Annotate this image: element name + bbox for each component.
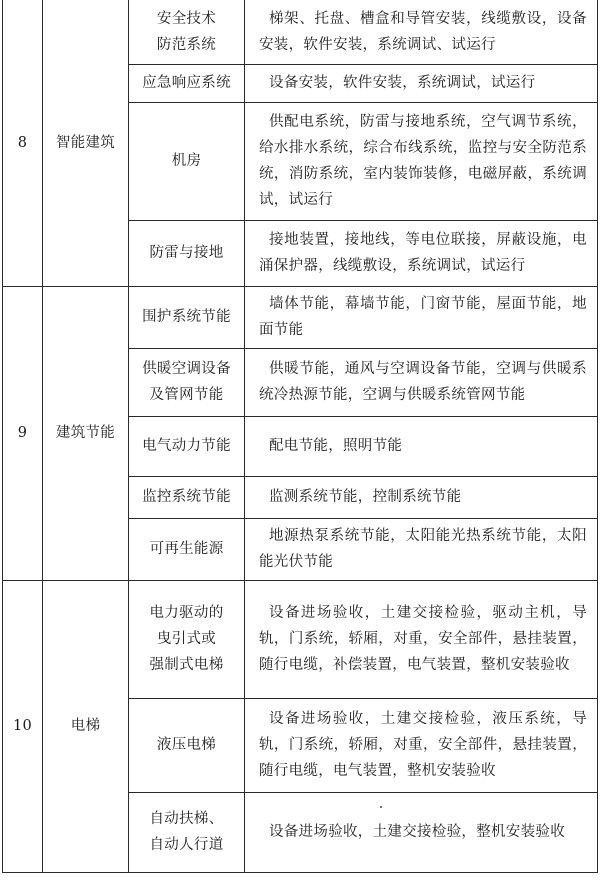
division-name: 建筑节能 (55, 425, 116, 441)
table-row (3, 0, 598, 64)
division-name: 智能建筑 (55, 134, 116, 151)
items-cell (245, 220, 598, 286)
items-cell (245, 518, 598, 580)
subdivision-name: 应急响应系统 (142, 75, 231, 91)
items-text: 墙体节能，幕墙节能，门窗节能，屋面节能，地面节能 (259, 296, 587, 338)
items-text: 设备进场验收，土建交接检验，液压系统，导轨，门系统，轿厢，对重，安全部件，悬挂装置，随行电缆，电气装置，整机安装验收 (259, 711, 587, 779)
division-name-cell (43, 0, 129, 286)
division-number-cell (3, 286, 43, 580)
division-number-cell (3, 580, 43, 872)
subdivision-cell (129, 416, 245, 476)
items-text: 供暖节能，通风与空调设备节能，空调与供暖系统冷热源节能，空调与供暖系统管网节能 (259, 361, 587, 403)
items-text: 监测系统节能，控制系统节能 (269, 489, 462, 505)
items-cell (245, 698, 598, 792)
items-cell (245, 64, 598, 102)
subdivision-name: 供暖空调设备 及管网节能 (142, 361, 231, 403)
division-number-cell (3, 0, 43, 286)
division-name-cell (43, 286, 129, 580)
subdivision-name: 可再生能源 (149, 541, 224, 557)
subdivision-name: 监控系统节能 (142, 489, 231, 505)
items-cell (245, 416, 598, 476)
subdivision-name: 机房 (171, 153, 202, 169)
items-text: 接地装置，接地线，等电位联接，屏蔽设施，电涌保护器，线缆敷设，系统调试，试运行 (259, 232, 587, 274)
subdivision-cell (129, 0, 245, 64)
items-text: 地源热泵系统节能，太阳能光热系统节能，太阳能光伏节能 (259, 528, 587, 570)
division-name: 电梯 (70, 718, 101, 734)
division-number: 9 (17, 425, 28, 441)
items-text: 设备进场验收，土建交接检验，整机安装验收 (269, 824, 565, 840)
division-name-cell (43, 580, 129, 872)
subdivision-cell (129, 64, 245, 102)
items-text: 配电节能，照明节能 (269, 438, 403, 454)
subdivision-cell (129, 580, 245, 698)
subdivision-name: 电气动力节能 (142, 438, 231, 454)
subdivision-cell (129, 102, 245, 220)
division-number: 8 (17, 134, 28, 151)
subdivision-cell (129, 518, 245, 580)
subdivision-cell (129, 698, 245, 792)
items-cell (245, 348, 598, 416)
subdivision-cell (129, 476, 245, 518)
subdivision-cell (129, 348, 245, 416)
items-cell (245, 580, 598, 698)
items-cell (245, 286, 598, 348)
items-text: 供配电系统，防雷与接地系统，空气调节系统，给水排水系统，综合布线系统，监控与安全防范系统，消防系统，室内装饰装修，电磁屏蔽，系统调试，试运行 (259, 114, 587, 208)
items-text: 设备进场验收，土建交接检验，驱动主机，导轨，门系统，轿厢，对重，安全部件，悬挂装置，随行电缆，补偿装置，电气装置，整机安装验收 (259, 605, 587, 673)
acceptance-division-table (2, 0, 598, 873)
subdivision-name: 围护系统节能 (142, 309, 231, 325)
subdivision-name: 自动扶梯、 自动人行道 (149, 811, 224, 853)
subdivision-cell (129, 792, 245, 872)
items-cell (245, 0, 598, 64)
table-row (3, 286, 598, 348)
table-row (3, 580, 598, 698)
subdivision-name: 防雷与接地 (149, 245, 224, 261)
subdivision-cell (129, 286, 245, 348)
items-cell (245, 102, 598, 220)
subdivision-name: 安全技术 防范系统 (156, 10, 217, 53)
items-text: 梯架、托盘、槽盒和导管安装，线缆敷设，设备安装，软件安装，系统调试、试运行 (259, 10, 587, 53)
subdivision-cell (129, 220, 245, 286)
division-number: 10 (12, 718, 33, 734)
subdivision-name: 电力驱动的 曳引式或 强制式电梯 (149, 605, 224, 673)
scan-speck (380, 806, 382, 808)
items-cell (245, 476, 598, 518)
items-text: 设备安装，软件安装，系统调试，试运行 (269, 75, 536, 91)
items-cell (245, 792, 598, 872)
subdivision-name: 液压电梯 (156, 737, 217, 753)
table-body (3, 0, 598, 872)
